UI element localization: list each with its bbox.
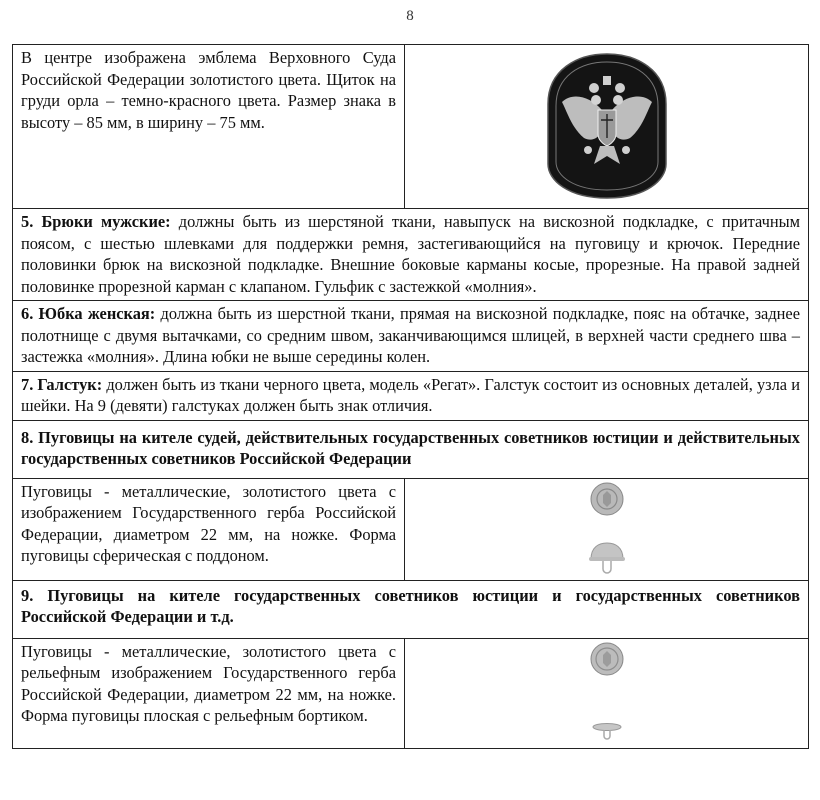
item-9-heading-cell [13,580,809,638]
item-9-row [13,638,809,748]
item-7-title: 7. Галстук: [21,374,103,394]
item-8-description: Пуговицы - металлические, золотистого цвета с изображением Государственного герба Российской Федерации, диаметром 22 мм, на ножке. Форма пуговицы сферическая с поддоном. [13,478,405,580]
supreme-court-emblem-icon [542,52,672,200]
item-6-cell [13,301,809,372]
item-7-row [13,371,809,420]
item-5-cell [13,209,809,301]
item-5-text: должны быть из шерстяной ткани, навыпуск на вискозной подкладке, с притачным поясом, с шестью шлевками для поддержки ремня, застегивающийся на пуговицу и крючок. Передние половинки брюк на вискозной подкладке. Внешние боковые карманы косые, прорезные. На правой задней половинке прорезной карман с клапаном. Гульфик с застежкой «молния». [21,212,800,296]
item-6-text: должна быть из шерстной ткани, прямая на вискозной подкладке, пояс на обтачке, заднее полотнище с двумя вытачками, со средним швом, заканчивающимся шлицей, в верхней части среднего шва – застежка «молния». Длина юбки не выше середины колен. [21,304,800,366]
item-9-image-cell [405,638,809,748]
item-8-image-cell [405,478,809,580]
emblem-image-cell [405,45,809,209]
item-5-title: 5. Брюки мужские: [21,212,171,231]
item-7-text: должен быть из ткани черного цвета, модель «Регат». Галстук состоит из основных деталей, узла и шейки. На 9 (девяти) галстуках должен быть знак отличия. [21,374,800,415]
item-9-heading-row [13,580,809,638]
item-6-row [13,301,809,372]
emblem-description: В центре изображена эмблема Верховного Суда Российской Федерации золотистого цвета. Щиток на груди орла – темно-красного цвета. Размер знака в высоту – 85 мм, в ширину – 75 мм. [13,45,405,209]
spherical-button-icon [577,481,637,577]
item-8-row [13,478,809,580]
item-9-description: Пуговицы - металлические, золотистого цвета с рельефным изображением Государственного герба Российской Федерации, диаметром 22 мм, на ножке. Форма пуговицы плоская с рельефным бортиком. [13,638,405,748]
item-8-title: 8. Пуговицы на кителе судей, действительных государственных советников юстиции и действительных государственных советников Российской Федерации [21,427,800,468]
item-8-heading-cell [13,420,809,478]
item-8-heading-row [13,420,809,478]
item-9-title: 9. Пуговицы на кителе государственных советников юстиции и государственных советников Российской Федерации и т.д. [21,585,800,626]
item-6-title: 6. Юбка женская: [21,304,156,323]
emblem-row [13,45,809,209]
item-5-row [13,209,809,301]
page-number: 8 [406,8,414,24]
item-7-cell [13,371,809,420]
flat-button-icon [577,641,637,745]
uniform-spec-table [12,44,809,749]
